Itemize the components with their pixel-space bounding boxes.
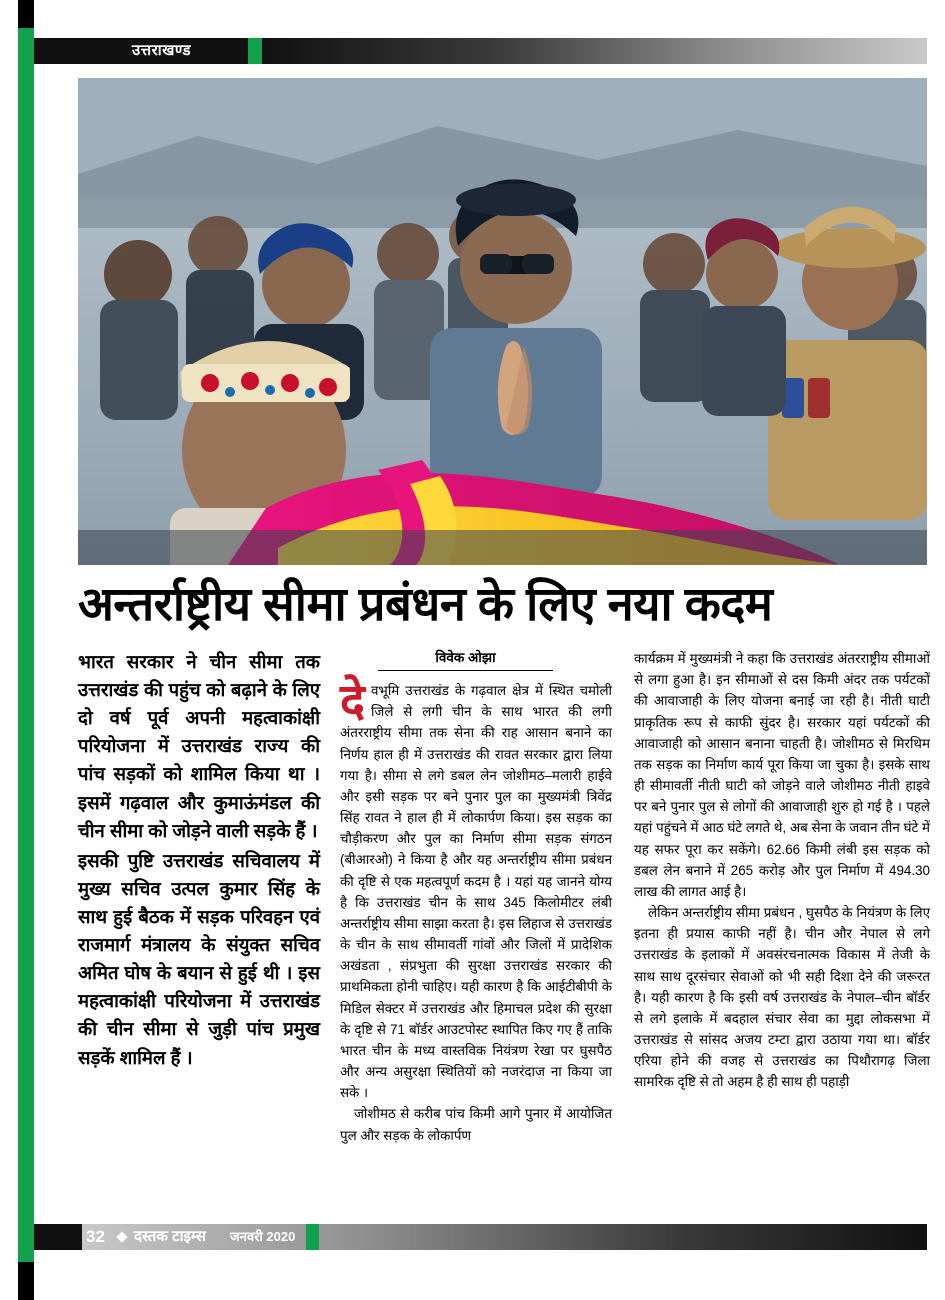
body-column-three: [634, 648, 930, 1093]
footer-green-divider: [306, 1224, 319, 1250]
figure-right-officer: [768, 206, 927, 520]
page-header-bar: [34, 38, 927, 64]
magazine-brand: दस्तक टाइम्स: [134, 1228, 206, 1245]
header-gradient-block: [262, 38, 927, 64]
left-green-spine: [18, 0, 34, 1300]
issue-date: जनवरी 2020: [230, 1229, 296, 1244]
photo-illustration: [78, 78, 927, 565]
column-three-paragraph-1: कार्यक्रम में मुख्यमंत्री ने कहा कि उत्तराखंड अंतरराष्ट्रीय सीमाओं से लगा हुआ है। इन सीमाओं से दस किमी अंदर तक पर्यटकों की आवाजाही के लिए योजना बनाई जा रही है। नीती घाटी प्राकृतिक रूप से काफी सुंदर है। सरकार यहां पर्यटकों की आवाजाही को आसान बनाना चाहती है। जोशीमठ से मिरथिम तक सड़क का निर्माण कार्य पूरा किया जा चुका है। इसके साथ ही सीमावर्ती नीती घाटी को जोड़ने वाले जोशीमठ नीती हाइवे पर बने पुनार पुल से लोगों की आवाजाही शुरु हो गई है । पहले यहां पहुंचने में आठ घंटे लगते थे, अब सेना के जवान तीन घंटे में यह सफर पूरा कर सकेंगे। 62.66 किमी लंबी इस सड़क को डबल लेन बनाने में 265 करोड़ और पुल निर्माण में 494.30 लाख की लागत आई है।: [634, 651, 930, 899]
article-body: [78, 648, 930, 1213]
figure-center-chief-guest: [430, 179, 602, 498]
column-two-text-1: वभूमि उत्तराखंड के गढ़वाल क्षेत्र में स्थित चमोली जिले से लगी चीन के साथ भारत की लगी अंतरराष्ट्रीय सीमा तक सेना की राह आसान बनाने का निर्णय हाल ही में उत्तराखंड की रावत सरकार द्वारा लिया गया है। सीमा से लगे डबल लेन जोशीमठ–मलारी हाईवे और इसी सड़क पर बने पुनार पुल का मुख्यमंत्री त्रिवेंद्र सिंह रावत ने हाल ही में लोकार्पण किया। इस सड़क का चौड़ीकरण और पुल का निर्माण सीमा सड़क संगठन (बीआरओ) ने किया है और यह अन्तर्राष्ट्रीय सीमा प्रबंधन की दृष्टि से एक महत्वपूर्ण कदम है । यहां यह जानने योग्य है कि उत्तराखंड चीन के साथ 345 किलोमीटर लंबी अन्तर्राष्ट्रीय सीमा साझा करता है। इस लिहाज से उत्तराखंड के चीन के साथ सीमावर्ती गांवों और जिलों में प्रादेशिक अखंडता , संप्रभुता की सुरक्षा उत्तराखंड सरकार की प्राथमिकता होनी चाहिए। यही कारण है कि आईटीबीपी के मिडिल सेक्टर में उत्तराखंड और हिमाचल प्रदेश की सुरक्षा के दृष्टि से 71 बॉर्डर आउटपोस्ट स्थापित किए गए हैं ताकि भारत चीन के मध्य वास्तविक नियंत्रण रेखा पर घुसपैठ और अन्य असुरक्षा स्थितियों को नजरंदाज ना किया जा सके ।: [340, 683, 612, 1101]
column-two-paragraph-1: [340, 674, 612, 1103]
body-column-two: [340, 648, 612, 1146]
column-three-paragraph-2: लेकिन अन्तर्राष्ट्रीय सीमा प्रबंधन , घुसपैठ के नियंत्रण के लिए इतना ही प्रयास काफी नहीं है। चीन और नेपाल से लगे उत्तराखंड के इलाकों में अवसंरचनात्मक विकास में तेजी के साथ साथ दूरसंचार सेवाओं को भी सही दिशा देने की जरूरत है। यही कारण है कि इसी वर्ष उत्तराखंड के नेपाल–चीन बॉर्डर से लगे इलाके में बदहाल संचार सेवा का मुद्दा लोकसभा में उत्तराखंड से सांसद अजय टम्टा द्वारा उठाया गया था। बॉर्डर एरिया होने की वजह से उत्तराखंड का पिथौरागढ़ जिला सामरिक दृष्टि से तो अहम है ही साथ ही पहाड़ी: [634, 905, 930, 1090]
footer-black-block: [34, 1224, 82, 1250]
figure-maroon-cap: [702, 218, 786, 416]
page-footer-bar: [34, 1224, 927, 1250]
left-spine-top-cap: [18, 0, 34, 28]
lead-column: [78, 648, 320, 1072]
article-photo: [78, 78, 927, 565]
lead-paragraph-1: भारत सरकार ने चीन सीमा तक उत्तराखंड की पहुंच को बढ़ाने के लिए दो वर्ष पूर्व अपनी महत्वाकांक्षी परियोजना में उत्तराखंड राज्य की पांच सड़कों को शामिल किया था । इसमें गढ़वाल और कुमाऊंमंडल की चीन सीमा को जोड़ने वाली सड़के हैं ।: [78, 651, 320, 841]
page-title: अन्तर्राष्ट्रीय सीमा प्रबंधन के लिए नया कदम: [78, 577, 773, 630]
byline: विवेक ओझा: [378, 648, 553, 671]
header-green-divider: [248, 38, 262, 64]
lead-paragraph-2: इसकी पुष्टि उत्तराखंड सचिवालय में मुख्य सचिव उत्पल कुमार सिंह के साथ हुई बैठक में सड़क परिवहन एवं राजमार्ग मंत्रालय के संयुक्त सचिव अमित घोष के बयान से हुई थी । इस महत्वाकांक्षी परियोजना में उत्तराखंड की चीन सीमा से जुड़ी पांच प्रमुख सड़कें शामिल हैं ।: [78, 849, 320, 1068]
left-spine-bottom-cap: [18, 1262, 34, 1300]
page-number: 32: [86, 1227, 105, 1246]
drop-cap: दे: [340, 674, 365, 727]
section-label: उत्तराखण्ड: [118, 38, 205, 64]
column-two-paragraph-2: जोशीमठ से करीब पांच किमी आगे पुनार में आयोजित पुल और सड़क के लोकार्पण: [340, 1106, 612, 1143]
